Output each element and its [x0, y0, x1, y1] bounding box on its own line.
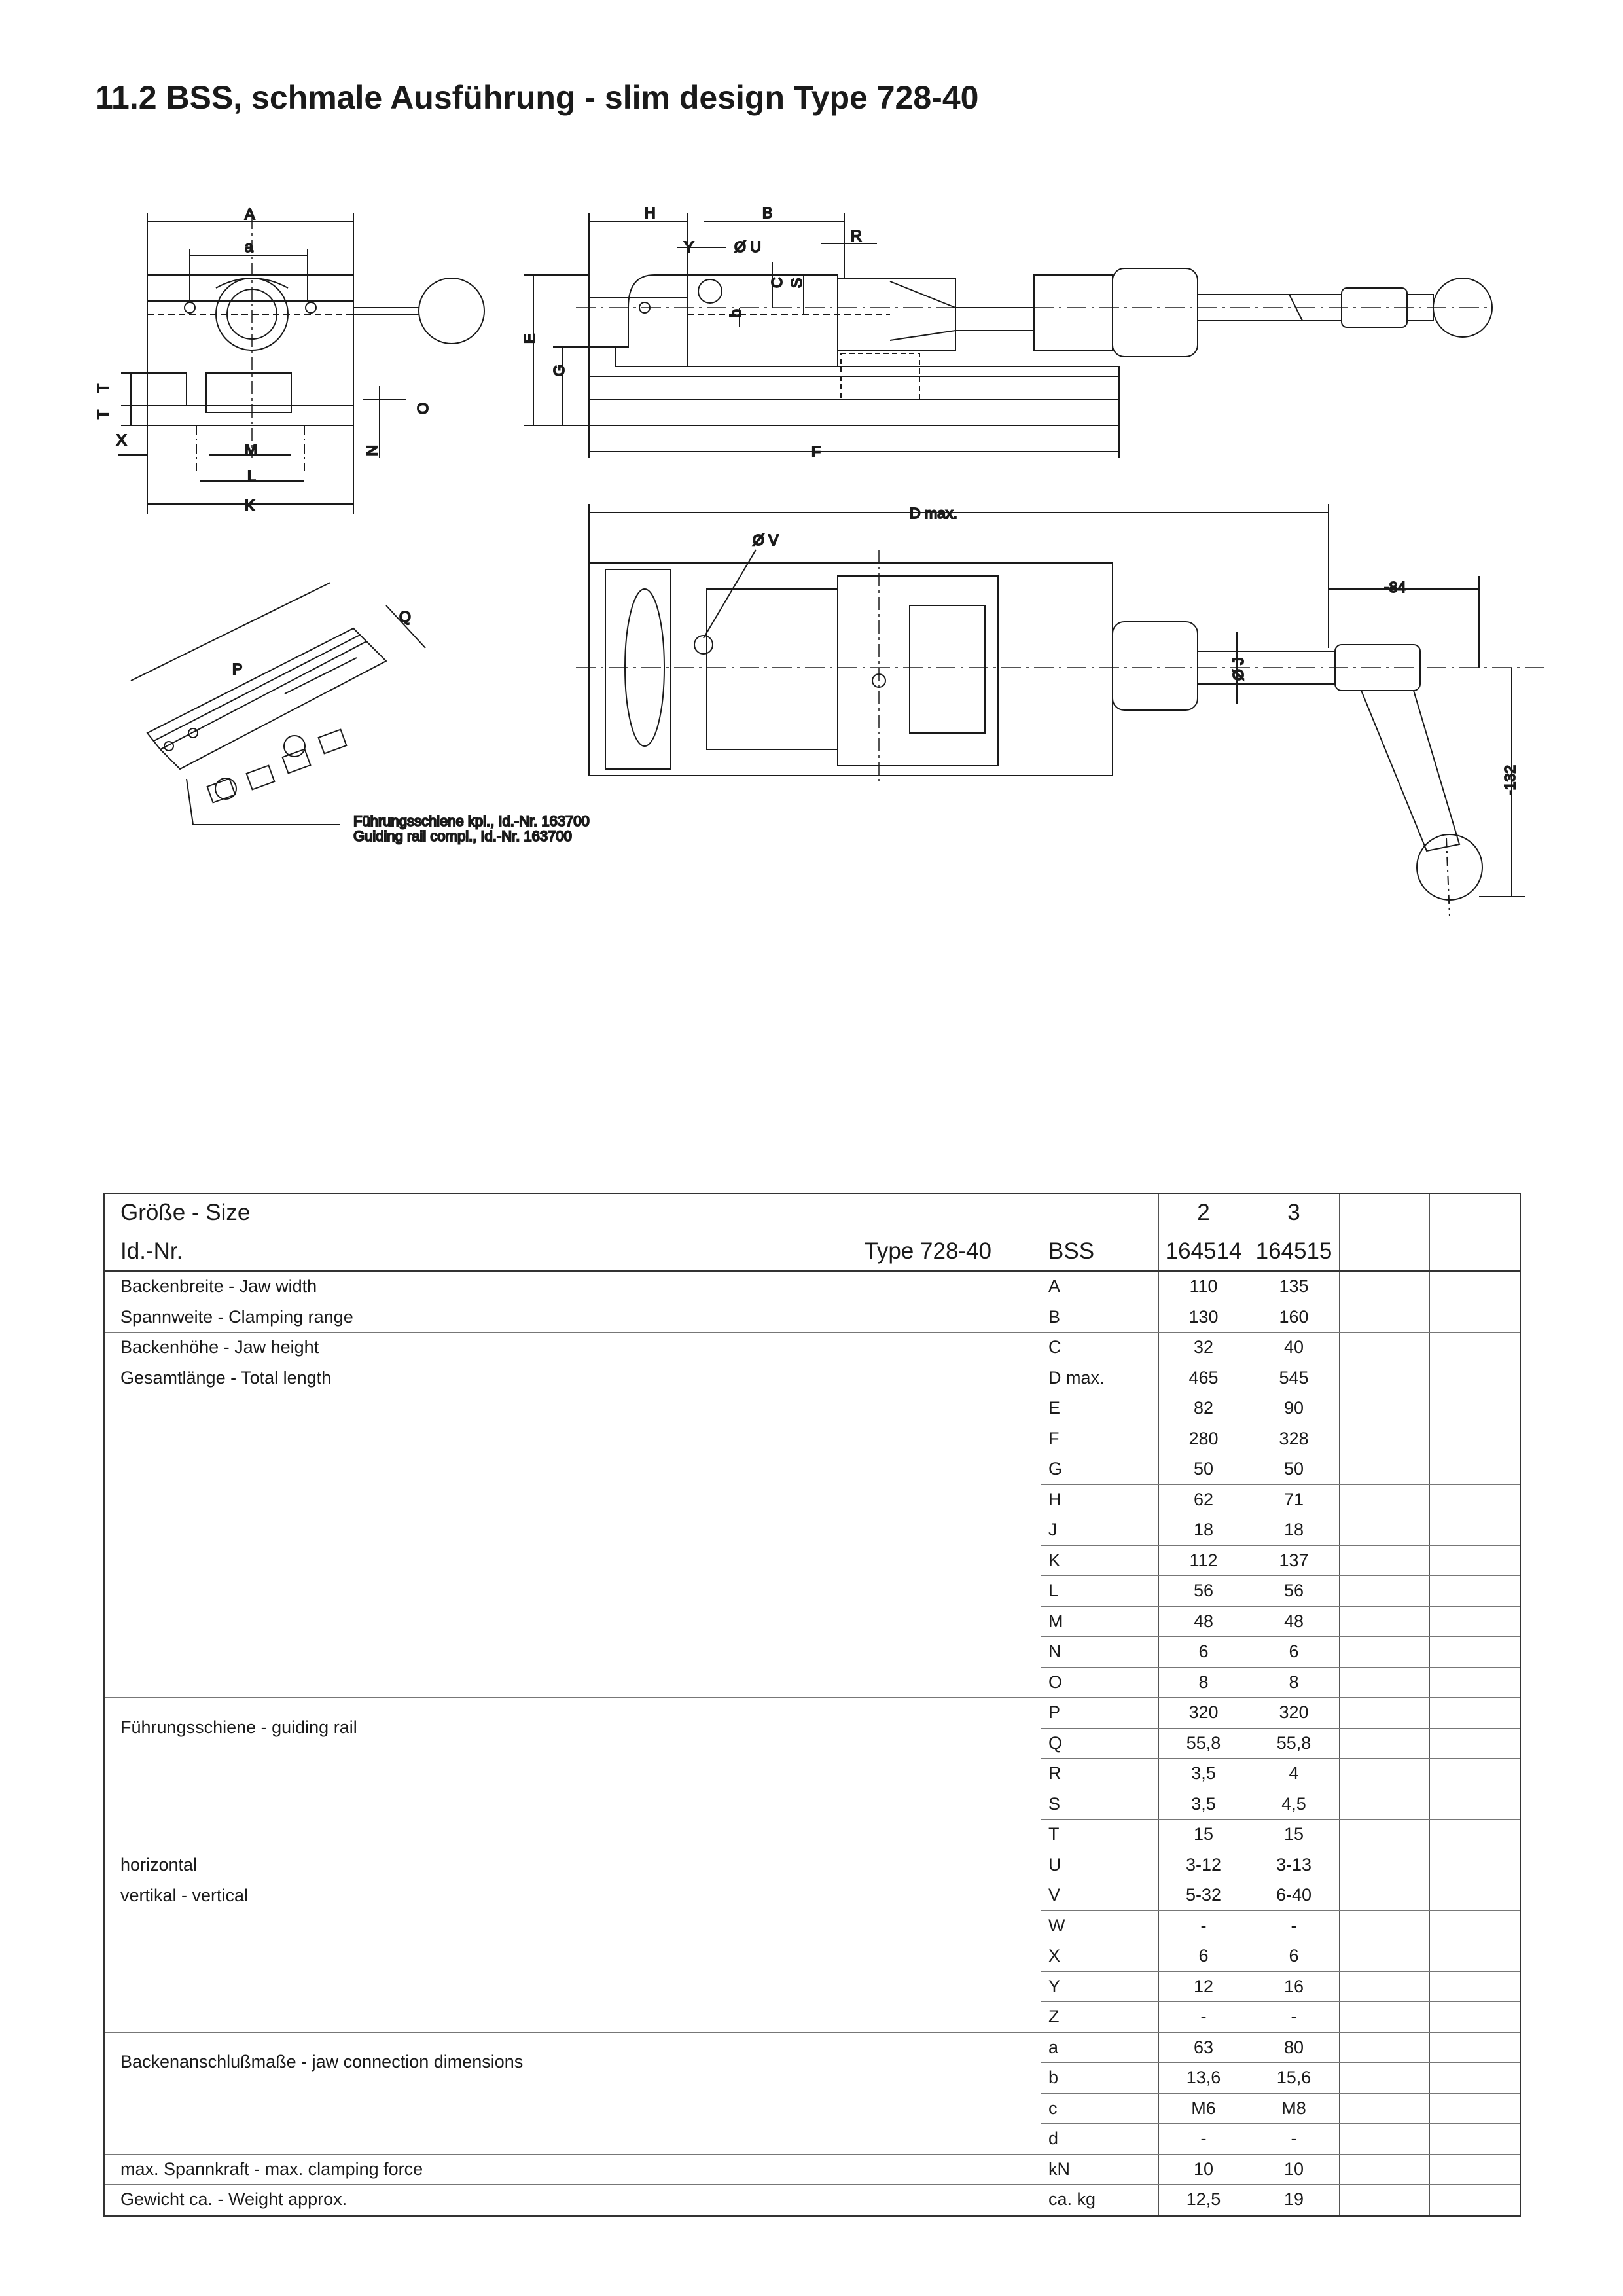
- row-code: a: [1041, 2032, 1158, 2063]
- row-label: Führungsschiene - guiding rail: [120, 1717, 357, 1737]
- front-view: [118, 213, 484, 514]
- row-value-empty: [1429, 1789, 1520, 1820]
- row-value-empty: [1429, 1576, 1520, 1607]
- row-value-empty: [1429, 2185, 1520, 2215]
- row-value-size3: 160: [1249, 1302, 1339, 1333]
- row-label: Spannweite - Clamping range: [105, 1302, 1041, 1333]
- row-value-empty: [1339, 1545, 1429, 1576]
- row-label: max. Spannkraft - max. clamping force: [105, 2154, 1041, 2185]
- row-code: N: [1041, 1637, 1158, 1668]
- table-row: [105, 1637, 1520, 1668]
- table-row: [105, 1820, 1520, 1850]
- row-value-empty: [1429, 1820, 1520, 1850]
- row-value-empty: [1339, 1484, 1429, 1515]
- row-value-empty: [1339, 1850, 1429, 1880]
- row-code: M: [1041, 1606, 1158, 1637]
- size-label: Größe - Size: [105, 1194, 1158, 1232]
- row-code: V: [1041, 1880, 1158, 1911]
- row-label: [105, 1820, 1041, 1850]
- row-value-size2: 8: [1158, 1667, 1249, 1698]
- row-code: W: [1041, 1910, 1158, 1941]
- table-row: [105, 1759, 1520, 1789]
- row-value-empty: [1429, 1545, 1520, 1576]
- row-value-empty: [1429, 1454, 1520, 1485]
- row-value-size3: -: [1249, 2002, 1339, 2033]
- row-value-size3: 6: [1249, 1637, 1339, 1668]
- row-value-empty: [1339, 1820, 1429, 1850]
- row-value-size3: 56: [1249, 1576, 1339, 1607]
- table-row: [105, 1576, 1520, 1607]
- id-164514: 164514: [1158, 1232, 1249, 1272]
- row-value-empty: [1339, 1302, 1429, 1333]
- dim-label-U: Ø U: [734, 238, 761, 255]
- row-code: O: [1041, 1667, 1158, 1698]
- row-label: [105, 1484, 1041, 1515]
- row-value-size2: -: [1158, 2002, 1249, 2033]
- id-164515: 164515: [1249, 1232, 1339, 1272]
- row-value-empty: [1339, 1789, 1429, 1820]
- row-code: d: [1041, 2124, 1158, 2155]
- row-value-size2: 62: [1158, 1484, 1249, 1515]
- table-row: [105, 1910, 1520, 1941]
- dim-label-Q: Q: [399, 608, 411, 625]
- table-row: [105, 1424, 1520, 1454]
- row-value-empty: [1429, 1880, 1520, 1911]
- row-label: [105, 1667, 1041, 1698]
- id-empty-1: [1339, 1232, 1429, 1272]
- row-value-size2: -: [1158, 2124, 1249, 2155]
- row-value-empty: [1339, 1454, 1429, 1485]
- row-value-size2: 55,8: [1158, 1728, 1249, 1759]
- row-value-size3: 90: [1249, 1393, 1339, 1424]
- row-value-size3: 71: [1249, 1484, 1339, 1515]
- row-value-size3: -: [1249, 2124, 1339, 2155]
- guiding-rail-view: [131, 583, 425, 825]
- row-value-empty: [1429, 1759, 1520, 1789]
- row-value-size2: 130: [1158, 1302, 1249, 1333]
- dim-label-a: a: [245, 238, 253, 255]
- row-code: Q: [1041, 1728, 1158, 1759]
- table-row: [105, 1302, 1520, 1333]
- row-value-size2: 5-32: [1158, 1880, 1249, 1911]
- row-value-size3: 18: [1249, 1515, 1339, 1546]
- row-value-size3: 16: [1249, 1971, 1339, 2002]
- row-value-empty: [1429, 1484, 1520, 1515]
- row-label: [105, 1515, 1041, 1546]
- rail-caption-line2: Guiding rail compl., Id.-Nr. 163700: [353, 828, 572, 844]
- row-code: Y: [1041, 1971, 1158, 2002]
- row-value-empty: [1429, 1424, 1520, 1454]
- rail-caption-line1: Führungsschiene kpl., Id.-Nr. 163700: [353, 813, 590, 829]
- dim-label-O: O: [414, 403, 431, 414]
- row-value-size2: 12,5: [1158, 2185, 1249, 2215]
- row-value-size2: 50: [1158, 1454, 1249, 1485]
- size-empty-1: [1339, 1194, 1429, 1232]
- row-label: [105, 1393, 1041, 1424]
- row-value-size2: 15: [1158, 1820, 1249, 1850]
- row-value-size3: 10: [1249, 2154, 1339, 2185]
- table-row: [105, 2154, 1520, 2185]
- row-value-size2: 3,5: [1158, 1759, 1249, 1789]
- row-code: E: [1041, 1393, 1158, 1424]
- dim-label-B: B: [762, 204, 773, 221]
- dim-label-Dmax: D max.: [910, 505, 957, 522]
- dim-label-H: H: [645, 204, 656, 221]
- row-value-size2: 12: [1158, 1971, 1249, 2002]
- row-label: horizontal: [105, 1850, 1041, 1880]
- dim-label-C: C: [768, 277, 785, 288]
- row-value-size2: 10: [1158, 2154, 1249, 2185]
- row-value-size2: 48: [1158, 1606, 1249, 1637]
- row-code: T: [1041, 1820, 1158, 1850]
- row-value-empty: [1339, 2002, 1429, 2033]
- row-value-empty: [1429, 1606, 1520, 1637]
- table-row: [105, 1880, 1520, 1911]
- row-code: F: [1041, 1424, 1158, 1454]
- row-value-empty: [1339, 1728, 1429, 1759]
- row-value-empty: [1339, 2124, 1429, 2155]
- row-label: Backenanschlußmaße - jaw connection dimensions: [120, 2052, 524, 2072]
- row-value-size2: 56: [1158, 1576, 1249, 1607]
- row-value-size3: 80: [1249, 2032, 1339, 2063]
- row-value-empty: [1429, 1850, 1520, 1880]
- row-value-size2: 465: [1158, 1363, 1249, 1393]
- row-code: C: [1041, 1333, 1158, 1363]
- row-value-empty: [1339, 2063, 1429, 2094]
- row-value-empty: [1339, 1576, 1429, 1607]
- dim-label-P: P: [232, 660, 243, 677]
- row-code: A: [1041, 1271, 1158, 1302]
- table-row: [105, 1363, 1520, 1393]
- row-value-size2: 63: [1158, 2032, 1249, 2063]
- table-row: [105, 1971, 1520, 2002]
- row-value-size3: 3-13: [1249, 1850, 1339, 1880]
- type-code: BSS: [1041, 1232, 1158, 1272]
- dim-label-V: Ø V: [753, 531, 779, 548]
- row-value-empty: [1339, 1698, 1429, 1729]
- dim-label-M: M: [245, 441, 258, 458]
- dim-label-X: X: [116, 431, 127, 448]
- row-code: kN: [1041, 2154, 1158, 2185]
- row-label: [105, 2124, 1041, 2155]
- row-value-empty: [1429, 1667, 1520, 1698]
- row-label: [105, 1971, 1041, 2002]
- row-value-empty: [1429, 1941, 1520, 1972]
- row-value-size3: 6: [1249, 1941, 1339, 1972]
- row-value-size2: 6: [1158, 1941, 1249, 1972]
- row-value-empty: [1429, 1271, 1520, 1302]
- table-row: [105, 1545, 1520, 1576]
- row-value-size2: -: [1158, 1910, 1249, 1941]
- row-value-size3: 135: [1249, 1271, 1339, 1302]
- row-label: [105, 1606, 1041, 1637]
- table-row: [105, 1850, 1520, 1880]
- type-label: Type 728-40: [864, 1238, 991, 1264]
- row-value-size2: 82: [1158, 1393, 1249, 1424]
- row-value-empty: [1429, 1971, 1520, 2002]
- row-label: [105, 1545, 1041, 1576]
- table-row: [105, 2185, 1520, 2215]
- row-label: Gesamtlänge - Total length: [120, 1368, 332, 1388]
- row-label: Gewicht ca. - Weight approx.: [105, 2185, 1041, 2215]
- row-value-empty: [1339, 1424, 1429, 1454]
- row-value-empty: [1339, 1910, 1429, 1941]
- top-view: [576, 504, 1544, 916]
- row-value-size2: 320: [1158, 1698, 1249, 1729]
- row-value-size3: 8: [1249, 1667, 1339, 1698]
- row-value-empty: [1429, 1910, 1520, 1941]
- dim-label-E: E: [521, 333, 538, 344]
- dim-label-N: N: [363, 445, 380, 456]
- dim-label-Y: Y: [684, 238, 694, 255]
- dim-label-A: A: [245, 206, 255, 223]
- side-view: [524, 213, 1492, 458]
- table-row: [105, 1789, 1520, 1820]
- row-value-size3: 328: [1249, 1424, 1339, 1454]
- row-value-size3: 15,6: [1249, 2063, 1339, 2094]
- row-value-empty: [1429, 2124, 1520, 2155]
- row-value-empty: [1339, 2093, 1429, 2124]
- dim-label-S: S: [788, 278, 805, 288]
- row-label: [105, 2002, 1041, 2033]
- row-value-empty: [1339, 2032, 1429, 2063]
- row-label: [105, 1454, 1041, 1485]
- row-label: [105, 1910, 1041, 1941]
- row-code: Z: [1041, 2002, 1158, 2033]
- table-row: [105, 1454, 1520, 1485]
- row-label: [105, 1789, 1041, 1820]
- row-value-empty: [1339, 1363, 1429, 1393]
- row-value-size2: 6: [1158, 1637, 1249, 1668]
- table-row: [105, 1698, 1520, 1729]
- row-value-size3: M8: [1249, 2093, 1339, 2124]
- dim-label-b: b: [727, 309, 744, 317]
- row-value-size3: 6-40: [1249, 1880, 1339, 1911]
- row-code: ca. kg: [1041, 2185, 1158, 2215]
- row-code: G: [1041, 1454, 1158, 1485]
- row-code: X: [1041, 1941, 1158, 1972]
- dim-label-G: G: [550, 365, 567, 376]
- row-value-size2: 13,6: [1158, 2063, 1249, 2094]
- dim-label-K: K: [245, 497, 255, 514]
- row-value-empty: [1429, 2154, 1520, 2185]
- dim-label-84: -84: [1384, 579, 1406, 596]
- dim-label-R: R: [851, 227, 862, 244]
- row-label: vertikal - vertical: [120, 1885, 249, 1905]
- id-label: Id.-Nr.: [120, 1238, 183, 1264]
- row-value-size2: 280: [1158, 1424, 1249, 1454]
- dim-label-132: -132: [1501, 764, 1518, 795]
- dim-label-T1: T: [94, 383, 111, 393]
- size-empty-2: [1429, 1194, 1520, 1232]
- row-value-empty: [1339, 1393, 1429, 1424]
- row-value-empty: [1429, 2063, 1520, 2094]
- row-value-size3: 545: [1249, 1363, 1339, 1393]
- row-value-size3: 19: [1249, 2185, 1339, 2215]
- row-label: Backenbreite - Jaw width: [105, 1271, 1041, 1302]
- row-code: S: [1041, 1789, 1158, 1820]
- row-value-empty: [1339, 1333, 1429, 1363]
- row-value-empty: [1339, 1271, 1429, 1302]
- table-row: [105, 2093, 1520, 2124]
- row-value-empty: [1339, 1880, 1429, 1911]
- row-value-empty: [1429, 2093, 1520, 2124]
- row-value-size3: 40: [1249, 1333, 1339, 1363]
- row-value-size2: 112: [1158, 1545, 1249, 1576]
- spec-table: [105, 1194, 1520, 2215]
- row-code: b: [1041, 2063, 1158, 2094]
- row-value-empty: [1339, 1759, 1429, 1789]
- row-value-empty: [1429, 2002, 1520, 2033]
- row-value-empty: [1429, 1302, 1520, 1333]
- table-header-size: [105, 1194, 1520, 1232]
- row-value-empty: [1429, 1637, 1520, 1668]
- row-value-size3: 50: [1249, 1454, 1339, 1485]
- table-row: [105, 2124, 1520, 2155]
- row-label: [105, 1941, 1041, 1972]
- table-row: [105, 1515, 1520, 1546]
- dim-label-F: F: [812, 443, 821, 460]
- row-value-empty: [1339, 1637, 1429, 1668]
- size-2: 2: [1158, 1194, 1249, 1232]
- row-value-size3: 320: [1249, 1698, 1339, 1729]
- row-code: P: [1041, 1698, 1158, 1729]
- row-code: c: [1041, 2093, 1158, 2124]
- row-value-empty: [1339, 1606, 1429, 1637]
- technical-drawings: [0, 0, 1623, 982]
- table-row: [105, 1333, 1520, 1363]
- table-header-id: [105, 1232, 1520, 1272]
- row-value-size2: 3,5: [1158, 1789, 1249, 1820]
- page-title: 11.2 BSS, schmale Ausführung - slim design Type 728-40: [95, 79, 979, 116]
- row-label: [105, 2093, 1041, 2124]
- row-code: H: [1041, 1484, 1158, 1515]
- row-code: R: [1041, 1759, 1158, 1789]
- table-row: [105, 1667, 1520, 1698]
- row-value-size3: 15: [1249, 1820, 1339, 1850]
- row-label: [105, 1759, 1041, 1789]
- row-value-empty: [1429, 1698, 1520, 1729]
- dim-label-T2: T: [94, 409, 111, 419]
- row-value-empty: [1339, 1667, 1429, 1698]
- row-value-size2: M6: [1158, 2093, 1249, 2124]
- row-value-empty: [1429, 1363, 1520, 1393]
- row-value-size2: 3-12: [1158, 1850, 1249, 1880]
- row-code: D max.: [1041, 1363, 1158, 1393]
- row-value-size2: 18: [1158, 1515, 1249, 1546]
- row-value-empty: [1429, 1515, 1520, 1546]
- row-value-empty: [1429, 1728, 1520, 1759]
- id-empty-2: [1429, 1232, 1520, 1272]
- row-code: B: [1041, 1302, 1158, 1333]
- row-value-empty: [1339, 2185, 1429, 2215]
- table-row: [105, 1606, 1520, 1637]
- table-row: [105, 1941, 1520, 1972]
- size-3: 3: [1249, 1194, 1339, 1232]
- row-value-empty: [1339, 1515, 1429, 1546]
- row-code: L: [1041, 1576, 1158, 1607]
- table-row: [105, 2002, 1520, 2033]
- row-value-empty: [1429, 1333, 1520, 1363]
- row-value-size3: 55,8: [1249, 1728, 1339, 1759]
- row-value-size3: -: [1249, 1910, 1339, 1941]
- table-row: [105, 1393, 1520, 1424]
- row-label: [105, 1424, 1041, 1454]
- table-row: [105, 1271, 1520, 1302]
- row-label: [105, 1576, 1041, 1607]
- table-row: [105, 1484, 1520, 1515]
- row-value-empty: [1339, 2154, 1429, 2185]
- row-value-size2: 32: [1158, 1333, 1249, 1363]
- dim-label-L: L: [247, 467, 256, 484]
- row-value-empty: [1429, 2032, 1520, 2063]
- row-value-size3: 4,5: [1249, 1789, 1339, 1820]
- row-value-size2: 110: [1158, 1271, 1249, 1302]
- table-row: [105, 2032, 1520, 2063]
- id-header-cell: [105, 1232, 1041, 1272]
- row-code: K: [1041, 1545, 1158, 1576]
- dim-label-J: Ø J: [1230, 657, 1247, 681]
- row-value-empty: [1339, 1941, 1429, 1972]
- row-value-size3: 4: [1249, 1759, 1339, 1789]
- row-label: Backenhöhe - Jaw height: [105, 1333, 1041, 1363]
- row-code: J: [1041, 1515, 1158, 1546]
- row-code: U: [1041, 1850, 1158, 1880]
- row-label: [105, 1637, 1041, 1668]
- row-value-empty: [1429, 1393, 1520, 1424]
- row-value-empty: [1339, 1971, 1429, 2002]
- row-value-size3: 48: [1249, 1606, 1339, 1637]
- row-value-size3: 137: [1249, 1545, 1339, 1576]
